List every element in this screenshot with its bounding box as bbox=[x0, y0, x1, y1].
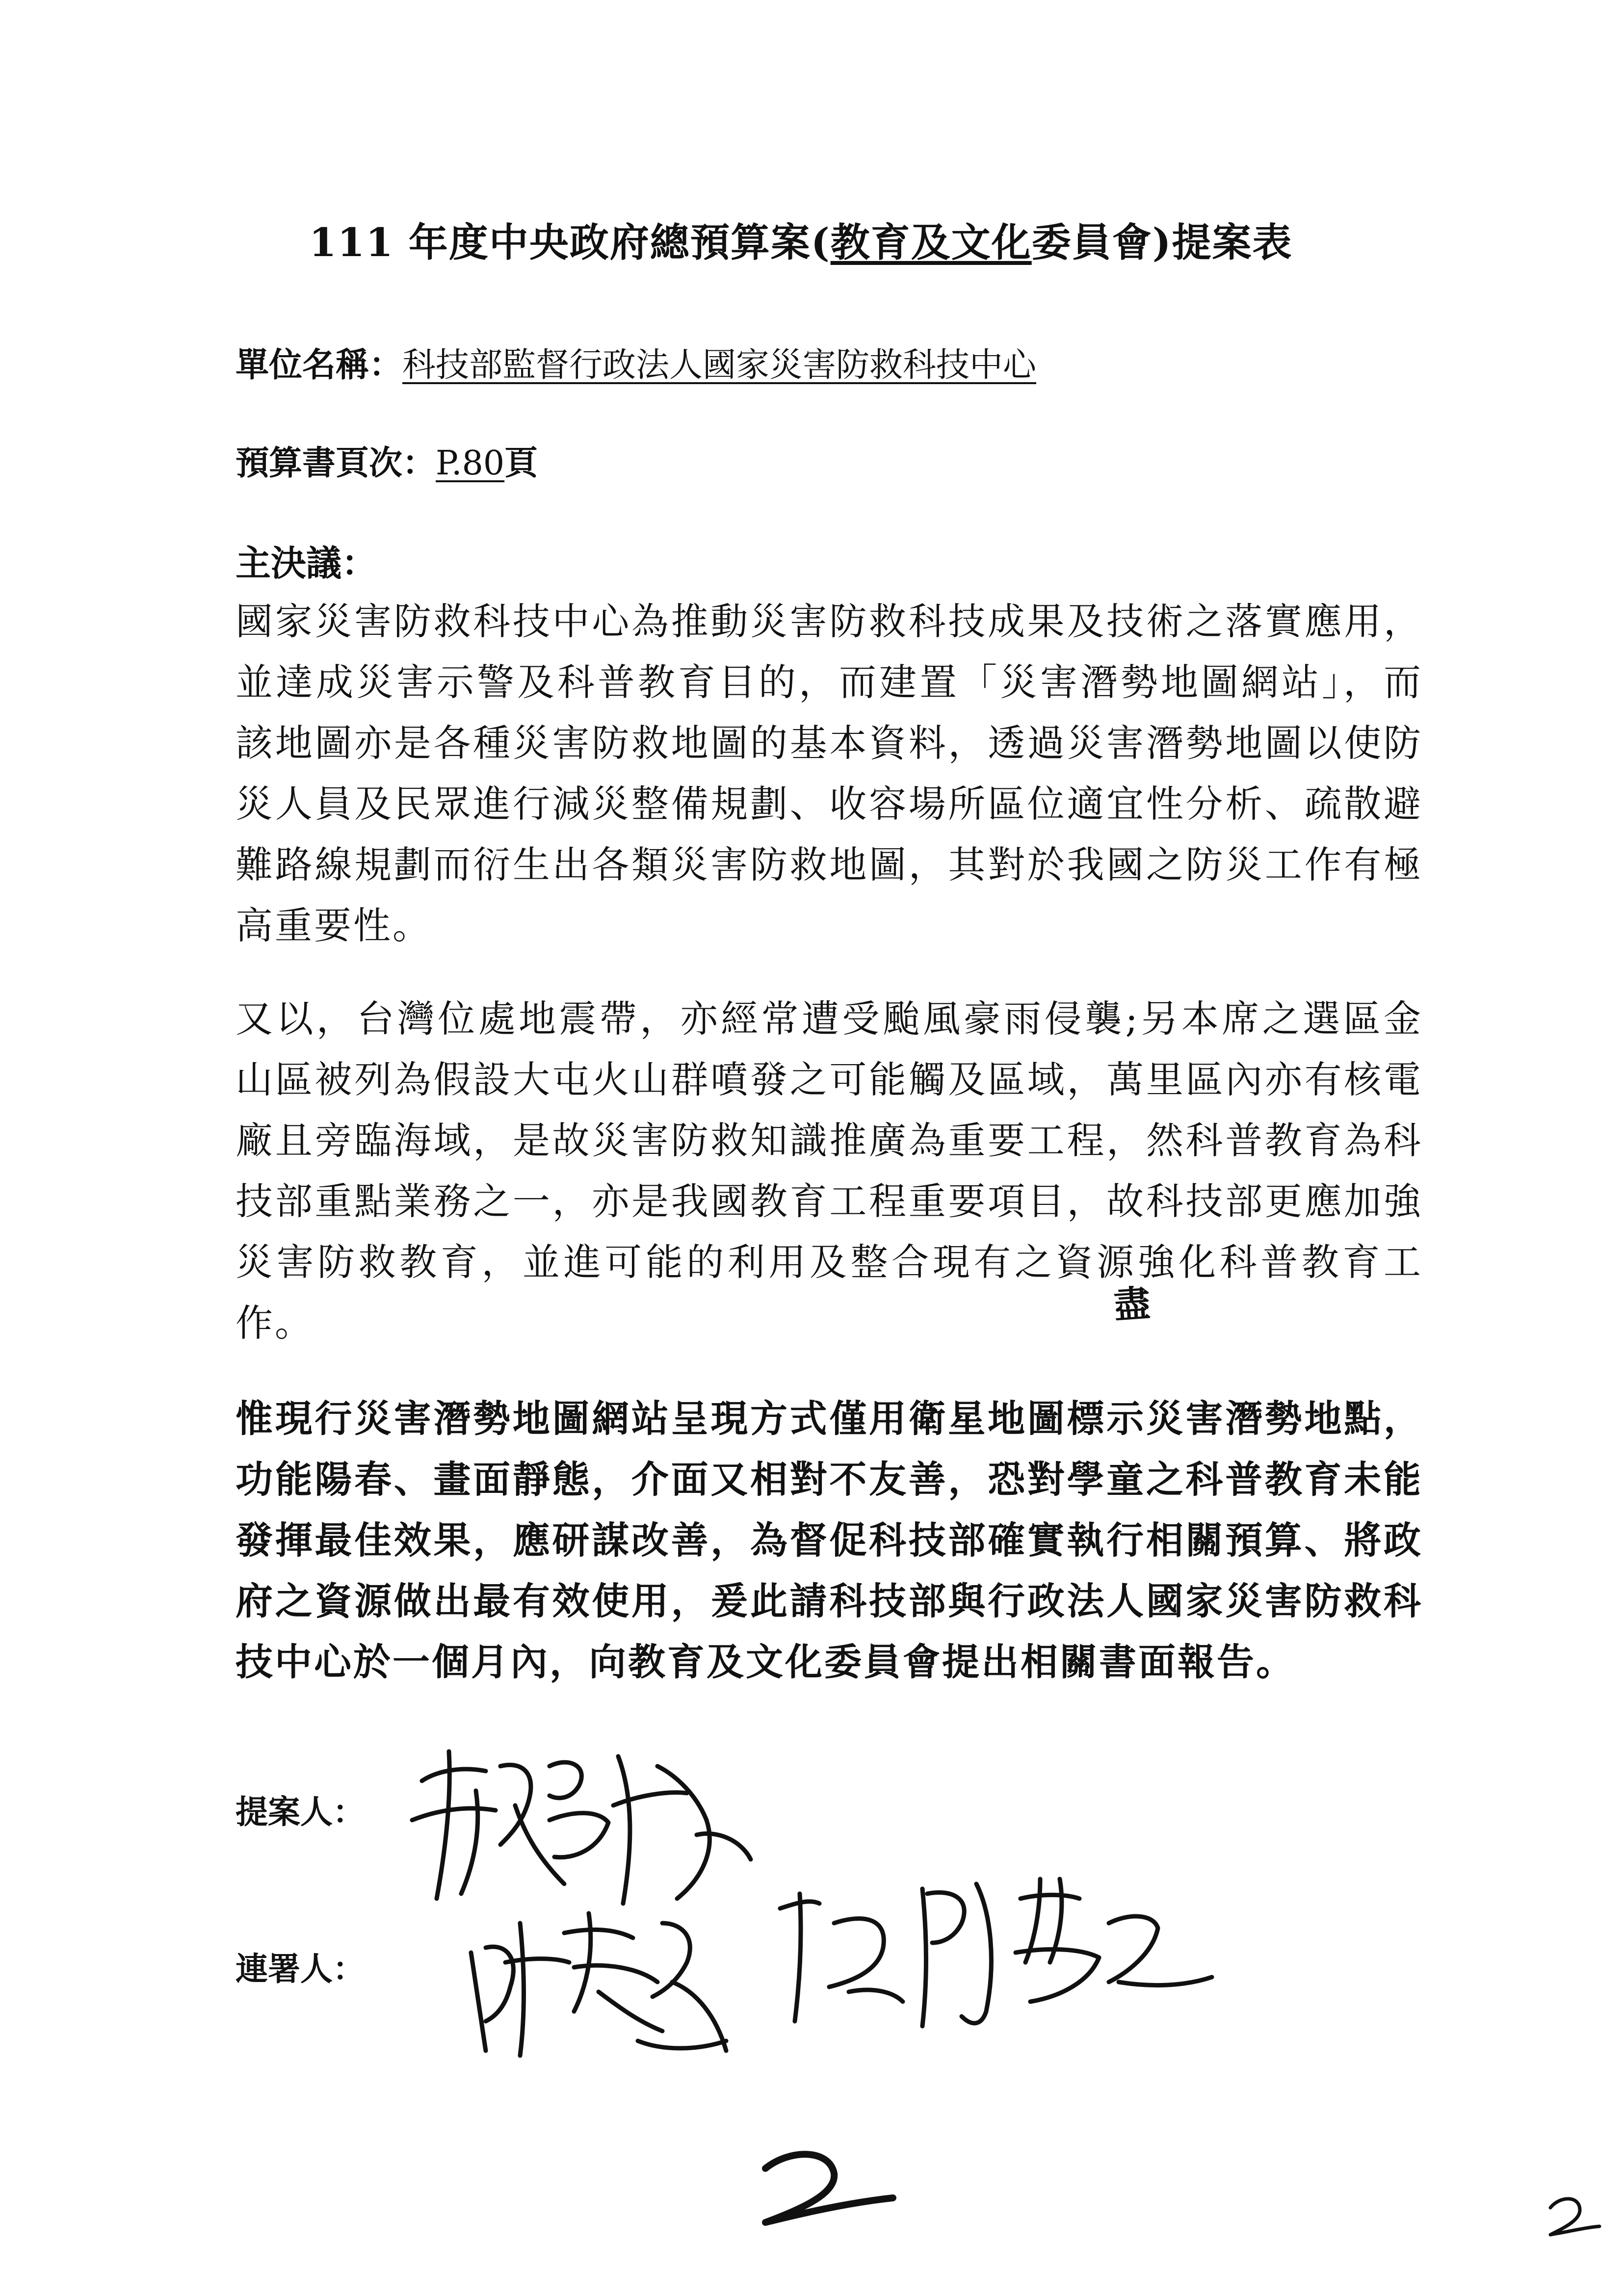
resolution-heading: 主決議： bbox=[236, 542, 377, 584]
unit-value: 科技部監督行政法人國家災害防救科技中心 bbox=[402, 346, 1037, 385]
handwritten-page-mark bbox=[746, 2139, 908, 2232]
unit-field bbox=[236, 339, 1036, 386]
title-prefix: 111 年度中央政府總預算案( bbox=[309, 219, 831, 265]
cosigner-signature-2 bbox=[765, 1864, 1227, 2041]
title-suffix: 委員會)提案表 bbox=[1031, 219, 1293, 265]
handwritten-correction: 盡 bbox=[1112, 1282, 1152, 1327]
proposer-label: 提案人： bbox=[236, 1793, 365, 1831]
corner-page-mark bbox=[1541, 2188, 1604, 2242]
page-title bbox=[309, 211, 1388, 267]
budget-page-suffix: 頁 bbox=[504, 444, 538, 483]
unit-label: 單位名稱： bbox=[236, 345, 403, 385]
budget-page-field bbox=[236, 437, 538, 484]
cosigner-signature-1 bbox=[451, 1894, 756, 2070]
budget-page-label: 預算書頁次： bbox=[236, 444, 436, 483]
cosigner-label: 連署人： bbox=[236, 1950, 365, 1988]
paragraph-1: 國家災害防救科技中心為推動災害防救科技成果及技術之落實應用，並達成災害示警及科普教育目的，而建置「災害潛勢地圖網站」，而該地圖亦是各種災害防救地圖的基本資料，透過災害潛勢地圖以使防災人員及民眾進行減災整備規劃、收容場所區位適宜性分析、疏散避難路線規劃而衍生出各類災害防救地圖，其對於我國之防災工作有極高重要性。 bbox=[236, 600, 1423, 947]
budget-page-value: P.80 bbox=[436, 444, 505, 483]
title-committee: 教育及文化 bbox=[830, 219, 1032, 265]
paragraph-2: 又以，台灣位處地震帶，亦經常遭受颱風豪雨侵襲;另本席之選區金山區被列為假設大屯火山群噴發之可能觸及區域，萬里區內亦有核電廠且旁臨海域，是故災害防救知識推廣為重要工程，然科普教育為科技部重點業務之一，亦是我國教育工程重要項目，故科技部更應加強災害防救教育，並進可能的利用及整合現有之資源強化科普教育工作。 bbox=[236, 997, 1423, 1345]
paragraph-3: 惟現行災害潛勢地圖網站呈現方式僅用衛星地圖標示災害潛勢地點，功能陽春、畫面靜態，介面又相對不友善，恐對學童之科普教育未能發揮最佳效果，應研謀改善，為督促科技部確實執行相關預算、將政府之資源做出最有效使用，爰此請科技部與行政法人國家災害防救科技中心於一個月內，向教育及文化委員會提出相關書面報告。 bbox=[236, 1397, 1423, 1684]
